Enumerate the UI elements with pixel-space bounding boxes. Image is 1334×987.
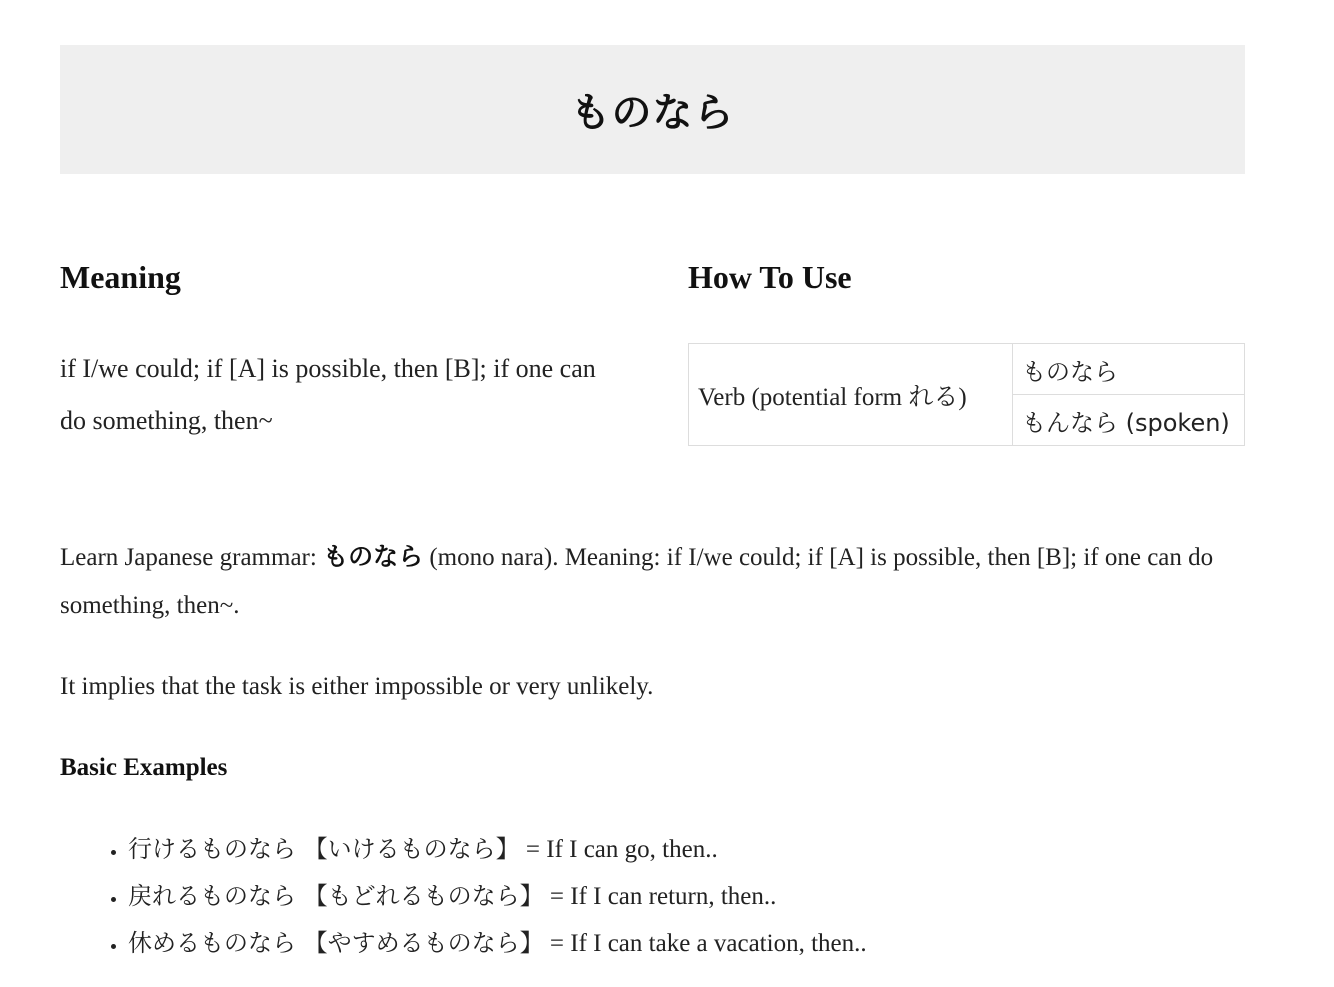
example-translation: = If I can go, then.. — [519, 836, 718, 863]
how-to-use-heading: How To Use — [688, 259, 852, 295]
example-translation: = If I can take a vacation, then.. — [543, 930, 867, 957]
description-paragraph — [60, 533, 1250, 630]
meaning-text: if I/we could; if [A] is possible, then [B]; if one can do something, then~ — [60, 354, 596, 435]
description-prefix: Learn Japanese grammar: — [60, 544, 324, 571]
grammar-keyword: ものなら — [323, 542, 424, 571]
meaning-heading: Meaning — [60, 259, 181, 295]
list-item — [128, 920, 1228, 967]
description-suffix: (mono nara). Meaning: if I/we could; if [A] is possible, then [B]; if one can do something, then~. — [60, 544, 1214, 619]
example-translation: = If I can return, then.. — [543, 883, 777, 910]
meaning-section — [60, 255, 620, 435]
table-row — [689, 344, 1245, 395]
form-cell-written: ものなら — [1013, 344, 1245, 395]
example-japanese: 戻れるものなら 【もどれるものなら】 — [128, 882, 544, 910]
form-cell-spoken: もんなら (spoken) — [1013, 395, 1245, 446]
page-title: ものなら — [570, 90, 735, 136]
list-item — [128, 873, 1228, 920]
examples-list — [60, 826, 1228, 967]
examples-heading: Basic Examples — [60, 754, 228, 781]
implication-paragraph: It implies that the task is either impossible or very unlikely. — [60, 673, 654, 700]
verb-form-cell: Verb (potential form れる) — [689, 344, 1013, 446]
usage-table — [688, 343, 1245, 446]
how-to-use-section — [688, 255, 1245, 437]
example-japanese: 行けるものなら 【いけるものなら】 — [128, 835, 520, 863]
title-banner — [60, 45, 1245, 174]
example-japanese: 休めるものなら 【やすめるものなら】 — [128, 929, 544, 957]
list-item — [128, 826, 1228, 873]
